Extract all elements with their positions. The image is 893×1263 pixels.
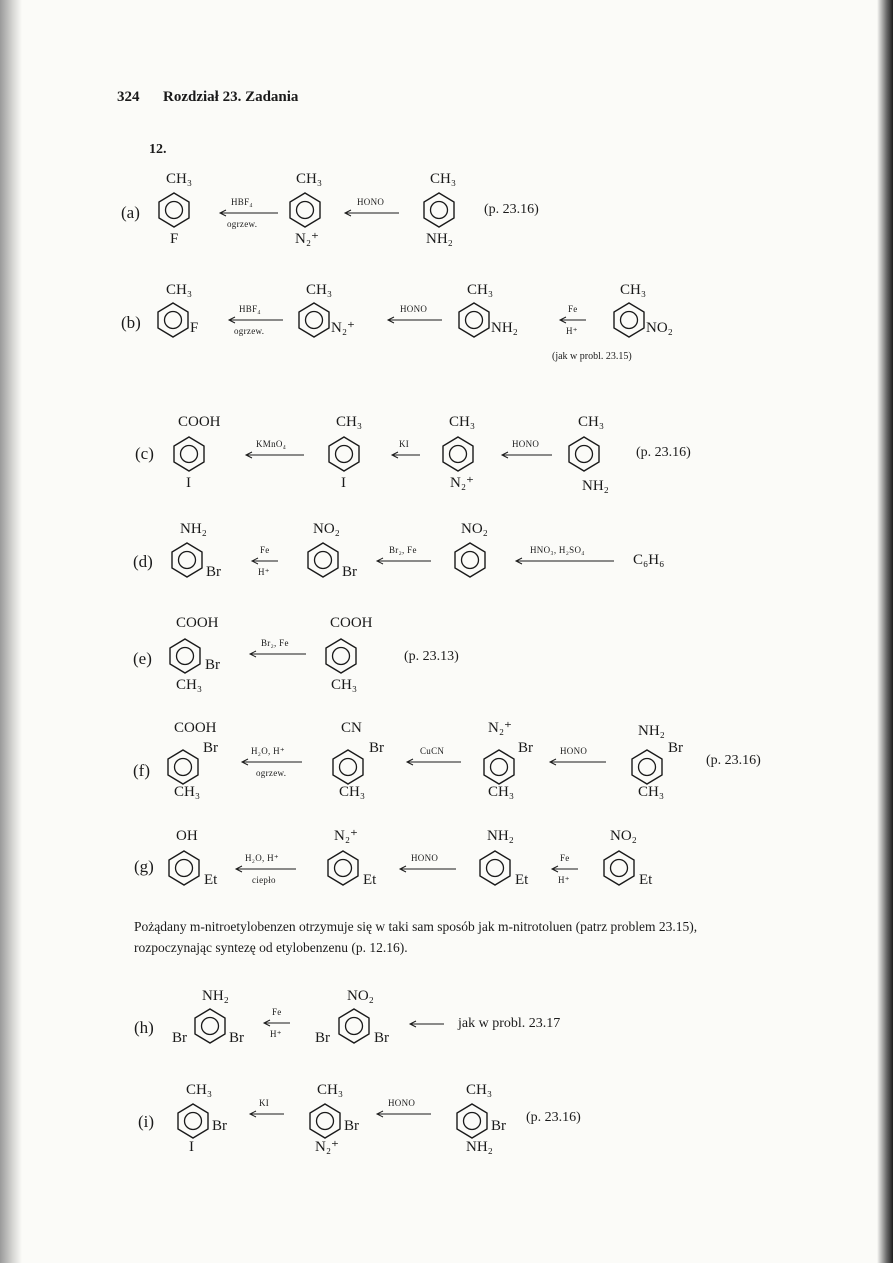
substituent-right: Et [204,872,218,888]
reagent-label: KMnO₄ [256,439,287,449]
note: (jak w probl. 23.15) [552,351,632,362]
benzene-ring [421,192,457,228]
benzene-ring [171,436,207,472]
benzene-ring [601,850,637,886]
benzene-ring [323,638,359,674]
substituent-bottom: I [186,475,191,491]
reagent-label: Fe [568,304,578,314]
substituent-right: Br [369,740,384,756]
reagent-label: HBF₄ [239,304,261,314]
reference: (p. 23.16) [636,445,691,460]
substituent-bottom: F [170,231,179,247]
substituent-top: NH₂ [202,988,229,1004]
substituent-top: COOH [178,414,221,430]
benzene-ring [307,1103,343,1139]
substituent-right: Br [212,1118,227,1134]
condition-label: H⁺ [558,875,570,885]
condition-label: ogrzew. [227,219,258,229]
page-right-shadow [877,0,893,1263]
substituent-bottom: NH₂ [466,1139,493,1155]
substituent-top: N₂⁺ [334,828,358,844]
substituent-bottom: CH₃ [174,784,201,800]
reaction-arrow [386,316,442,324]
substituent-top: CH₃ [336,414,363,430]
substituent-top: NH₂ [638,723,665,739]
benzene-ring [165,749,201,785]
chapter-title: Rozdział 23. Zadania [163,89,299,105]
benzene-ring [330,749,366,785]
substituent-top: CH₃ [466,1082,493,1098]
substituent-top: CH₃ [296,171,323,187]
benzene-ring [629,749,665,785]
substituent-top: CH₃ [166,171,193,187]
reference: jak w probl. 23.17 [458,1016,561,1031]
reaction-arrow [398,865,456,873]
reaction-arrow [375,1110,431,1118]
reaction-arrow [514,557,614,565]
reaction-arrow [218,209,278,217]
reaction-arrow [248,650,306,658]
reagent-label: Fe [272,1007,282,1017]
reaction-arrow [405,758,461,766]
reaction-arrow [375,557,431,565]
reaction-arrow [244,451,304,459]
reaction-arrow [500,451,552,459]
reagent-label: CuCN [420,746,445,756]
scheme-label: (a) [121,203,140,222]
reaction-arrow [343,209,399,217]
condition-label: H⁺ [566,326,578,336]
reagent-label: HONO [357,197,385,207]
substituent-right: Et [639,872,653,888]
condition-label: ogrzew. [234,326,265,336]
substituent-top: NH₂ [180,521,207,537]
scheme-label: (b) [121,313,141,332]
reference: (p. 23.16) [706,753,761,768]
page-number: 324 [117,89,140,105]
reaction-arrow [248,1110,284,1118]
benzene-ring [440,436,476,472]
benzene-ring [566,436,602,472]
reaction-arrow [240,758,302,766]
substituent-left: Br [315,1030,330,1046]
substituent-right: N₂⁺ [331,320,355,336]
substituent-bottom: NH₂ [426,231,453,247]
benzene-ring [155,302,191,338]
substituent-bottom: I [189,1139,194,1155]
substituent-bottom: NH₂ [582,478,609,494]
substituent-top: OH [176,828,198,844]
substituent-right: Br [668,740,683,756]
benzene-ring [296,302,332,338]
paragraph-line: Pożądany m-nitroetylobenzen otrzymuje się w taki sam sposób jak m-nitrotoluen (patrz problem 23.15), [134,919,698,934]
substituent-top: NO₂ [313,521,340,537]
reaction-arrow [558,316,586,324]
reagent-label: H₂O, H⁺ [245,853,279,863]
reagent-label: HONO [512,439,540,449]
substituent-top: CH₃ [578,414,605,430]
reaction-arrow [390,451,420,459]
condition-label: ogrzew. [256,768,287,778]
scheme-label: (g) [134,857,154,876]
substituent-right: Br [229,1030,244,1046]
paragraph-line: rozpoczynając syntezę od etylobenzenu (p. 12.16). [134,940,408,955]
reaction-arrow [548,758,606,766]
benzene-ring [452,542,488,578]
substituent-right: Br [205,657,220,673]
substituent-left: Br [172,1030,187,1046]
substituent-right: Br [374,1030,389,1046]
benzene-ring [454,1103,490,1139]
benzene-ring [166,850,202,886]
substituent-right: Br [342,564,357,580]
problem-number: 12. [149,142,167,157]
reaction-arrow [250,557,278,565]
benzene-ring [481,749,517,785]
benzene-ring [477,850,513,886]
substituent-bottom: CH₃ [339,784,366,800]
benzene-ring [156,192,192,228]
reagent-label: Br₂, Fe [389,545,417,555]
substituent-right: Et [515,872,529,888]
benzene-ring [175,1103,211,1139]
reagent-label: H₂O, H⁺ [251,746,285,756]
reaction-arrow [234,865,296,873]
benzene-ring [287,192,323,228]
scheme-label: (e) [133,649,152,668]
reaction-arrow [550,865,578,873]
benzene-ring [305,542,341,578]
reagent-label: Fe [560,853,570,863]
substituent-right: Br [203,740,218,756]
scheme-label: (i) [138,1112,155,1131]
reaction-arrow [408,1020,444,1028]
substituent-top: CH₃ [166,282,193,298]
substituent-bottom: N₂⁺ [295,231,319,247]
substituent-right: Br [206,564,221,580]
reagent-label: KI [259,1098,270,1108]
benzene-ring [336,1008,372,1044]
reagent-label: HONO [388,1098,416,1108]
benzene-ring [167,638,203,674]
reference: (p. 23.16) [526,1110,581,1125]
substituent-right: F [190,320,199,336]
reagent-label: HBF₄ [231,197,253,207]
substituent-right: Br [491,1118,506,1134]
substituent-top: COOH [176,615,219,631]
reagent-label: HNO₃, H₂SO₄ [530,545,585,555]
reagent-label: HONO [411,853,439,863]
reagent-label: Br₂, Fe [261,638,289,648]
substituent-top: NO₂ [610,828,637,844]
substituent-right: Et [363,872,377,888]
benzene-ring [325,850,361,886]
scheme-label: (h) [134,1018,154,1037]
substituent-top: CH₃ [620,282,647,298]
scheme-label: (f) [133,761,150,780]
substituent-bottom: N₂⁺ [450,475,474,491]
reference: (p. 23.16) [484,202,539,217]
substituent-top: NO₂ [347,988,374,1004]
substituent-top: CH₃ [449,414,476,430]
substituent-bottom: CH₃ [331,677,358,693]
substituent-right: Br [344,1118,359,1134]
substituent-bottom: I [341,475,346,491]
reaction-arrow [227,316,283,324]
reagent-label: HONO [560,746,588,756]
substituent-top: CN [341,720,362,736]
reagent-label: KI [399,439,410,449]
benzene-ring [456,302,492,338]
substituent-top: CH₃ [467,282,494,298]
benzene-ring [326,436,362,472]
page-left-shadow [0,0,22,1263]
substituent-right: NO₂ [646,320,673,336]
substituent-bottom: CH₃ [176,677,203,693]
substituent-top: COOH [174,720,217,736]
substituent-top: CH₃ [430,171,457,187]
substituent-top: CH₃ [306,282,333,298]
substituent-right: NH₂ [491,320,518,336]
substituent-top: NO₂ [461,521,488,537]
substituent-bottom: N₂⁺ [315,1139,339,1155]
substituent-top: COOH [330,615,373,631]
condition-label: ciepło [252,875,276,885]
reference: (p. 23.13) [404,649,459,664]
starting-material: C₆H₆ [633,552,665,568]
reaction-arrow [262,1019,290,1027]
substituent-bottom: CH₃ [638,784,665,800]
benzene-ring [611,302,647,338]
condition-label: H⁺ [258,567,270,577]
substituent-top: N₂⁺ [488,720,512,736]
substituent-bottom: CH₃ [488,784,515,800]
reagent-label: HONO [400,304,428,314]
scheme-label: (c) [135,444,154,463]
substituent-top: CH₃ [317,1082,344,1098]
scheme-label: (d) [133,552,153,571]
substituent-top: CH₃ [186,1082,213,1098]
substituent-right: Br [518,740,533,756]
substituent-top: NH₂ [487,828,514,844]
condition-label: H⁺ [270,1029,282,1039]
benzene-ring [192,1008,228,1044]
benzene-ring [169,542,205,578]
reagent-label: Fe [260,545,270,555]
